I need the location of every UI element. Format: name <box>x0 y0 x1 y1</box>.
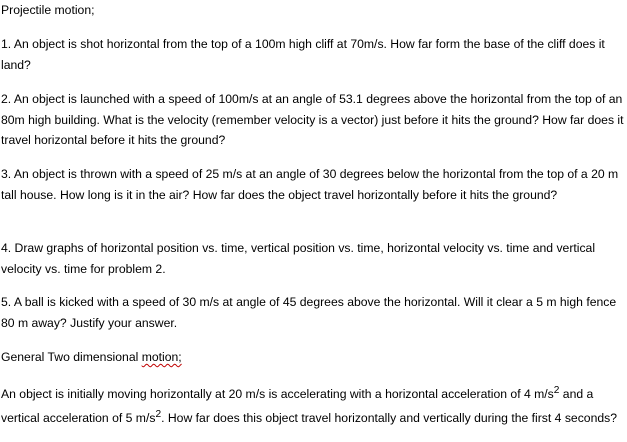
general-problem-text-1: An object is initially moving horizontally at 20 m/s is accelerating with a horizontal acceleration of 4 m/s <box>1 387 554 402</box>
superscript-2b: 2 <box>155 408 162 420</box>
problem-2: 2. An object is launched with a speed of 100m/s at an angle of 53.1 degrees above the horizontal from the top of an 80m high building. What is the velocity (remember velocity is a vector) just before it hits the ground? How far does it travel horizontal before it hits the ground? <box>1 92 624 147</box>
problem-1: 1. An object is shot horizontal from the top of a 100m high cliff at 70m/s. How far form the base of the cliff does it land? <box>1 37 605 72</box>
section-heading-projectile-motion: Projectile motion; <box>1 3 95 17</box>
superscript-2: 2 <box>553 385 560 396</box>
problem-5: 5. A ball is kicked with a speed of 30 m/s at angle of 45 degrees above the horizontal. Will it clear a 5 m high fence 80 m away? Justify your answer. <box>1 295 617 330</box>
general-problem-text-3: . How far does this object travel horizontally and vertically during the first 4 seconds? <box>161 410 618 425</box>
heading-text: General Two dimensional <box>1 350 142 364</box>
general-problem <box>1 381 625 428</box>
spellcheck-flagged-word: motion; <box>141 350 182 364</box>
problem-3: 3. An object is thrown with a speed of 25 m/s at an angle of 30 degrees below the horizontal from the top of a 20 m tall house. How long is it in the air? How far does the object travel horizontally before it hits the ground? <box>1 167 619 202</box>
general-problem-text-2: and a vertical acceleration of 5 m/s <box>1 387 594 425</box>
problem-4: 4. Draw graphs of horizontal position vs. time, vertical position vs. time, horizontal velocity vs. time and vertical velocity vs. time for problem 2. <box>1 241 596 276</box>
section-heading-two-dimensional-motion <box>1 347 625 368</box>
